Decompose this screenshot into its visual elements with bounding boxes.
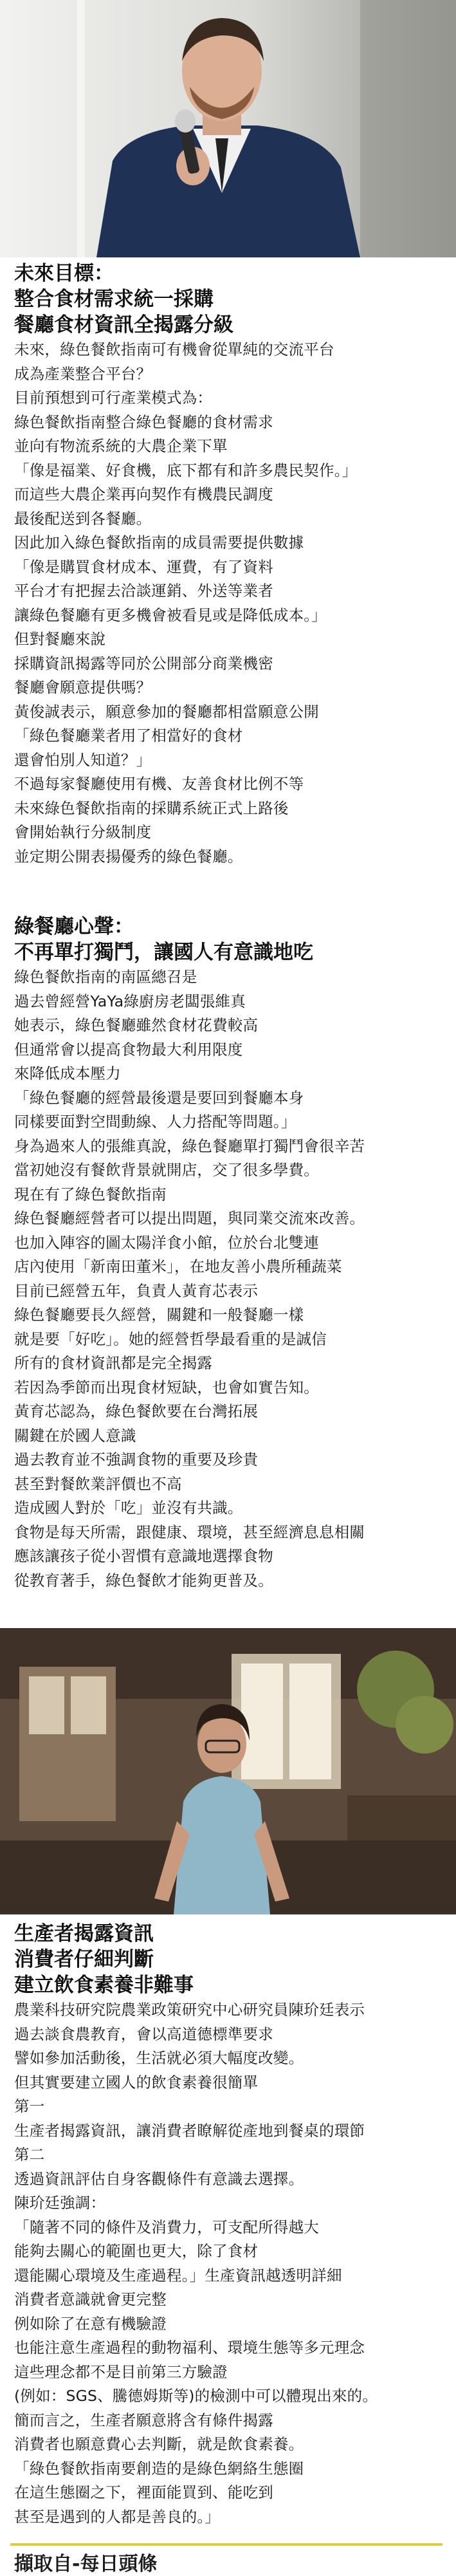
text-line: 能夠去關心的範圍也更大，除了食材 (14, 2242, 259, 2260)
text-line: 透過資訊評估自身客觀條件有意識去選擇。 (14, 2169, 304, 2188)
text-line: 店內使用「新南田董米」，在地友善小農所種蔬菜 (14, 1257, 342, 1275)
text-line: 「隨著不同的條件及消費力，可支配所得越大 (14, 2218, 319, 2236)
text-line: 「綠色餐廳業者用了相當好的食材 (14, 727, 243, 745)
text-line: 還會怕別人知道？」 (14, 750, 152, 769)
text-line: 食物是每天所需，跟健康、環境，甚至經濟息息相關 (14, 1523, 365, 1541)
text-line: 「像是購買食材成本、運費，有了資料 (14, 557, 273, 576)
text-line: 關鍵在於國人意識 (14, 1426, 136, 1445)
text-line: 所有的食材資訊都是完全揭露 (14, 1354, 213, 1372)
heading-line: 餐廳食材資訊全揭露分級 (14, 313, 233, 337)
text-line: 從教育著手，綠色餐飲才能夠更普及。 (14, 1571, 273, 1589)
text-line: 現在有了綠色餐飲指南 (14, 1185, 167, 1203)
text-line: 而這些大農企業再向契作有機農民調度 (14, 485, 273, 503)
text-line: 在這生態圈之下，裡面能買到、能吃到 (14, 2483, 273, 2501)
text-line: 過去曾經營YaYa綠廚房老闆張維真 (14, 992, 246, 1010)
text-line: 這些理念都不是目前第三方驗證 (14, 2362, 228, 2381)
text-line: 未來，綠色餐飲指南可有機會從單純的交流平台 (14, 340, 334, 358)
text-line: 生產者揭露資訊，讓消費者瞭解從產地到餐桌的環節 (14, 2121, 365, 2140)
text-line: 並定期公開表揚優秀的綠色餐廳。 (14, 847, 243, 866)
text-line: 綠色餐飲指南的南區總召是 (14, 968, 197, 986)
text-line: 簡而言之，生產者願意將含有條件揭露 (14, 2411, 273, 2429)
text-line: 讓綠色餐廳有更多機會被看見或是降低成本。」 (14, 606, 327, 624)
text-line: 第二 (14, 2145, 45, 2164)
section-body (14, 965, 444, 1593)
text-line: 因此加入綠色餐飲指南的成員需要提供數據 (14, 533, 304, 551)
text-line: 若因為季節而出現食材短缺，也會如實告知。 (14, 1378, 319, 1396)
text-line: 最後配送到各餐廳。 (14, 509, 152, 528)
section-heading (14, 261, 444, 338)
section-body (14, 1998, 444, 2529)
text-line: 過去教育並不強調食物的重要及珍貴 (14, 1450, 259, 1469)
text-line: (例如：SGS、騰德姆斯等)的檢測中可以體現出來的。 (14, 2387, 378, 2405)
text-line: 綠色餐廳要長久經營，關鍵和一般餐廳一樣 (14, 1306, 304, 1324)
text-line: 餐廳會願意提供嗎？ (14, 678, 152, 696)
text-line: 平台才有把握去洽談運銷、外送等業者 (14, 582, 273, 600)
section-green-restaurant-voice (14, 914, 444, 1593)
text-line: 農業科技研究院農業政策研究中心研究員陳玠廷表示 (14, 2001, 365, 2019)
section-heading (14, 914, 444, 965)
text-line: 應該讓孩子從小習慣有意識地選擇食物 (14, 1547, 273, 1565)
heading-line: 生產者揭露資訊 (14, 1922, 154, 1945)
text-line: 「像是福業、好食機，底下都有和許多農民契作。」 (14, 461, 358, 479)
text-line: 她表示，綠色餐廳雖然食材花費較高 (14, 1016, 259, 1034)
text-line: 第一 (14, 2097, 45, 2115)
heading-line: 未來目標： (14, 262, 114, 285)
text-line: 消費者意識就會更完整 (14, 2290, 167, 2308)
section-heading (14, 1921, 444, 1998)
text-line: 也能注意生產過程的動物福利、環境生態等多元理念 (14, 2339, 365, 2357)
text-line: 成為產業整合平台？ (14, 364, 152, 383)
heading-line: 消費者仔細判斷 (14, 1948, 154, 1971)
text-line: 消費者也願意費心去判斷，就是飲食素養。 (14, 2435, 304, 2453)
text-line: 陳玠廷強調： (14, 2194, 106, 2212)
speaker-photo (0, 0, 456, 257)
text-line: 也加入陣容的圖太陽洋食小館，位於台北雙連 (14, 1233, 319, 1252)
text-line: 過去談食農教育，會以高道德標準要求 (14, 2025, 273, 2043)
section-producer-disclosure (14, 1921, 444, 2529)
text-line: 但對餐廳來說 (14, 630, 106, 648)
heading-line: 不再單打獨鬥，讓國人有意識地吃 (14, 941, 313, 964)
restaurant-owner-photo (0, 1628, 456, 1914)
text-line: 身為過來人的張維真說，綠色餐廳單打獨鬥會很辛苦 (14, 1136, 365, 1155)
heading-line: 綠餐廳心聲： (14, 915, 134, 938)
text-line: 就是要「好吃」。她的經營哲學最看重的是誠信 (14, 1330, 327, 1348)
text-line: 譬如參加活動後，生活就必須大幅度改變。 (14, 2049, 304, 2067)
text-line: 造成國人對於「吃」並沒有共識。 (14, 1499, 243, 1517)
text-line: 還能關心環境及生產過程。」生產資訊越透明詳細 (14, 2266, 342, 2284)
text-line: 甚至是遇到的人都是善良的。」 (14, 2507, 221, 2526)
text-line: 並向有物流系統的大農企業下單 (14, 437, 228, 455)
text-line: 黃俊誠表示，願意參加的餐廳都相當願意公開 (14, 702, 319, 721)
text-line: 同樣要面對空間動線、人力搭配等問題。」 (14, 1113, 296, 1131)
text-line: 目前已經營五年，負責人黃育芯表示 (14, 1281, 259, 1300)
text-line: 綠色餐飲指南整合綠色餐廳的食材需求 (14, 412, 273, 431)
text-line: 當初她沒有餐飲背景就開店，交了很多學費。 (14, 1161, 319, 1179)
text-line: 會開始執行分級制度 (14, 823, 152, 841)
heading-line: 建立飲食素養非難事 (14, 1974, 194, 1997)
text-line: 採購資訊揭露等同於公開部分商業機密 (14, 654, 273, 672)
text-line: 來降低成本壓力 (14, 1064, 121, 1082)
text-line: 綠色餐廳經營者可以提出問題，與同業交流來改善。 (14, 1209, 365, 1227)
section-body (14, 338, 444, 869)
source-credit: 擷取自-每日頭條 (14, 2553, 158, 2575)
section-future-goals (14, 261, 444, 869)
text-line: 甚至對餐飲業評價也不高 (14, 1474, 182, 1493)
text-line: 但其實要建立國人的飲食素養很簡單 (14, 2073, 259, 2091)
text-line: 「綠色餐廳的經營最後還是要回到餐廳本身 (14, 1088, 304, 1107)
footer-divider (10, 2543, 442, 2546)
text-line: 不過每家餐廳使用有機、友善食材比例不等 (14, 775, 304, 793)
text-line: 「綠色餐飲指南要創造的是綠色網絡生態圈 (14, 2459, 304, 2478)
text-line: 目前預想到可行產業模式為： (14, 389, 213, 407)
heading-line: 整合食材需求統一採購 (14, 288, 214, 311)
text-line: 未來綠色餐飲指南的採購系統正式上路後 (14, 799, 289, 817)
text-line: 黃育芯認為，綠色餐飲要在台灣拓展 (14, 1402, 259, 1420)
text-line: 但通常會以提高食物最大利用限度 (14, 1040, 243, 1059)
text-line: 例如除了在意有機驗證 (14, 2314, 167, 2333)
